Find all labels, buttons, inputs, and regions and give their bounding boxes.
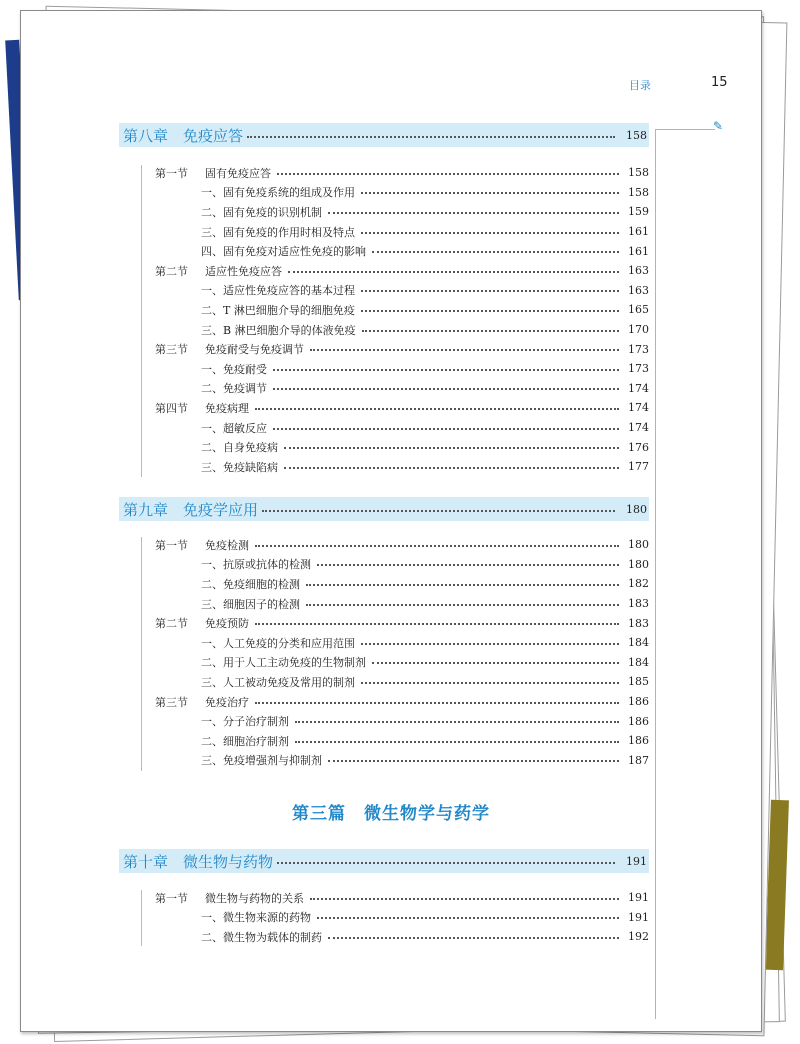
toc-page: [20, 10, 762, 1032]
leader-dots: [262, 510, 615, 512]
leader-dots: [255, 545, 619, 547]
leader-dots: [295, 741, 619, 743]
pen-icon: ✎: [713, 119, 724, 133]
leader-dots: [361, 310, 619, 312]
section-title: 固有免疫应答: [205, 166, 271, 180]
subsection-title: 二、免疫细胞的检测: [201, 577, 300, 591]
subsection-page: 158: [628, 185, 649, 199]
section-number: 第三节: [155, 343, 188, 357]
section-page: 174: [628, 401, 649, 415]
section-number: 第四节: [155, 401, 188, 415]
subsection-page: 184: [628, 655, 649, 669]
leader-dots: [361, 192, 619, 194]
leader-dots: [361, 232, 619, 234]
leader-dots: [328, 937, 619, 939]
subsection-title: 三、免疫增强剂与抑制剂: [201, 754, 322, 768]
section-title: 免疫治疗: [205, 695, 249, 709]
section-page: 163: [628, 264, 649, 278]
leader-dots: [361, 290, 619, 292]
subsection-title: 二、细胞治疗制剂: [201, 734, 289, 748]
leader-dots: [328, 212, 619, 214]
toc-section: [119, 692, 649, 712]
subsection-page: 173: [628, 362, 649, 376]
leader-dots: [284, 467, 619, 469]
subsection-title: 二、用于人工主动免疫的生物制剂: [201, 656, 366, 670]
subsection-title: 一、适应性免疫应答的基本过程: [201, 284, 355, 298]
subsection-page: 187: [628, 753, 649, 767]
subsection-page: 182: [628, 577, 649, 591]
toc-subsection: [119, 633, 649, 653]
toc-subsection: [119, 320, 649, 340]
toc-subsection: [119, 359, 649, 379]
leader-dots: [362, 330, 619, 332]
leader-dots: [306, 584, 619, 586]
leader-dots: [310, 898, 619, 900]
subsection-title: 三、免疫缺陷病: [201, 460, 278, 474]
subsection-page: 186: [628, 714, 649, 728]
subsection-title: 二、微生物为载体的制药: [201, 930, 322, 944]
subsection-title: 四、固有免疫对适应性免疫的影响: [201, 245, 366, 259]
section-title: 免疫检测: [205, 538, 249, 552]
page-number: 15: [711, 75, 728, 90]
leader-dots: [255, 408, 619, 410]
leader-dots: [284, 447, 619, 449]
section-number: 第一节: [155, 538, 188, 552]
toc-subsection: [119, 437, 649, 457]
toc-subsection: [119, 731, 649, 751]
section-page: 173: [628, 342, 649, 356]
section-page: 158: [628, 166, 649, 180]
chapter-page: 158: [626, 128, 647, 142]
margin-rule: [655, 129, 715, 130]
toc-subsection: [119, 222, 649, 242]
leader-dots: [372, 662, 619, 664]
section-number: 第一节: [155, 166, 188, 180]
leader-dots: [273, 388, 619, 390]
leader-dots: [361, 682, 619, 684]
section-page: 191: [628, 891, 649, 905]
subsection-page: 174: [628, 381, 649, 395]
toc-subsection: [119, 711, 649, 731]
toc-section: [119, 398, 649, 418]
subsection-title: 三、人工被动免疫及常用的制剂: [201, 675, 355, 689]
subsection-page: 174: [628, 421, 649, 435]
toc-section: [119, 888, 649, 908]
subsection-title: 一、超敏反应: [201, 421, 267, 435]
toc-subsection: [119, 457, 649, 477]
toc-subsection: [119, 594, 649, 614]
leader-dots: [317, 564, 619, 566]
leader-dots: [306, 604, 619, 606]
subsection-page: 165: [628, 303, 649, 317]
toc-subsection: [119, 653, 649, 673]
subsection-title: 一、微生物来源的药物: [201, 911, 311, 925]
subsection-title: 二、固有免疫的识别机制: [201, 205, 322, 219]
toc-section: [119, 613, 649, 633]
subsection-page: 176: [628, 440, 649, 454]
toc-subsection: [119, 379, 649, 399]
subsection-page: 163: [628, 283, 649, 297]
section-number: 第一节: [155, 891, 188, 905]
toc-subsection: [119, 751, 649, 771]
toc-subsection: [119, 574, 649, 594]
subsection-title: 三、细胞因子的检测: [201, 597, 300, 611]
section-title: 微生物与药物的关系: [205, 891, 304, 905]
subsection-page: 185: [628, 675, 649, 689]
leader-dots: [273, 428, 619, 430]
subsection-page: 183: [628, 597, 649, 611]
subsection-title: 一、抗原或抗体的检测: [201, 558, 311, 572]
running-header-label: 目录: [629, 79, 651, 92]
section-title: 免疫耐受与免疫调节: [205, 343, 304, 357]
section-number: 第二节: [155, 617, 188, 631]
subsection-page: 161: [628, 244, 649, 258]
toc-subsection: [119, 908, 649, 928]
part-title: 第三篇 微生物学与药学: [292, 804, 490, 824]
toc-subsection: [119, 281, 649, 301]
leader-dots: [277, 862, 615, 864]
section-page: 183: [628, 616, 649, 630]
section-title: 免疫病理: [205, 401, 249, 415]
chapter-page: 191: [626, 854, 647, 868]
section-number: 第三节: [155, 695, 188, 709]
toc-subsection: [119, 202, 649, 222]
leader-dots: [247, 136, 615, 138]
chapter-page: 180: [626, 502, 647, 516]
chapter-heading: [119, 849, 649, 873]
leader-dots: [372, 251, 619, 253]
margin-rule: [655, 129, 656, 1019]
subsection-title: 一、免疫耐受: [201, 362, 267, 376]
toc-subsection: [119, 555, 649, 575]
toc-subsection: [119, 418, 649, 438]
section-page: 186: [628, 695, 649, 709]
toc-subsection: [119, 672, 649, 692]
toc-subsection: [119, 183, 649, 203]
section-title: 适应性免疫应答: [205, 264, 282, 278]
leader-dots: [295, 721, 619, 723]
subsection-title: 一、固有免疫系统的组成及作用: [201, 186, 355, 200]
leader-dots: [273, 369, 619, 371]
section-title: 免疫预防: [205, 617, 249, 631]
chapter-heading: [119, 123, 649, 147]
subsection-page: 184: [628, 636, 649, 650]
leader-dots: [317, 917, 619, 919]
toc-subsection: [119, 300, 649, 320]
toc-section: [119, 339, 649, 359]
subsection-page: 159: [628, 205, 649, 219]
subsection-title: 一、分子治疗制剂: [201, 715, 289, 729]
leader-dots: [361, 643, 619, 645]
chapter-heading: [119, 497, 649, 521]
subsection-title: 三、固有免疫的作用时相及特点: [201, 225, 355, 239]
subsection-title: 三、B 淋巴细胞介导的体液免疫: [201, 323, 356, 337]
leader-dots: [288, 271, 619, 273]
leader-dots: [277, 173, 619, 175]
subsection-page: 180: [628, 557, 649, 571]
toc-section: [119, 261, 649, 281]
section-number: 第二节: [155, 264, 188, 278]
section-page: 180: [628, 538, 649, 552]
leader-dots: [310, 349, 619, 351]
leader-dots: [328, 760, 619, 762]
toc-subsection: [119, 927, 649, 947]
chapter-title: 第九章 免疫学应用: [123, 500, 259, 519]
subsection-page: 170: [628, 323, 649, 337]
subsection-page: 192: [628, 930, 649, 944]
subsection-page: 191: [628, 910, 649, 924]
subsection-page: 161: [628, 225, 649, 239]
leader-dots: [255, 623, 619, 625]
subsection-title: 二、自身免疫病: [201, 441, 278, 455]
subsection-title: 二、T 淋巴细胞介导的细胞免疫: [201, 303, 355, 317]
toc-section: [119, 535, 649, 555]
subsection-page: 177: [628, 460, 649, 474]
subsection-title: 二、免疫调节: [201, 382, 267, 396]
leader-dots: [255, 702, 619, 704]
toc-section: [119, 163, 649, 183]
chapter-title: 第十章 微生物与药物: [123, 852, 274, 871]
chapter-title: 第八章 免疫应答: [123, 126, 244, 145]
subsection-title: 一、人工免疫的分类和应用范围: [201, 636, 355, 650]
subsection-page: 186: [628, 734, 649, 748]
toc-subsection: [119, 241, 649, 261]
